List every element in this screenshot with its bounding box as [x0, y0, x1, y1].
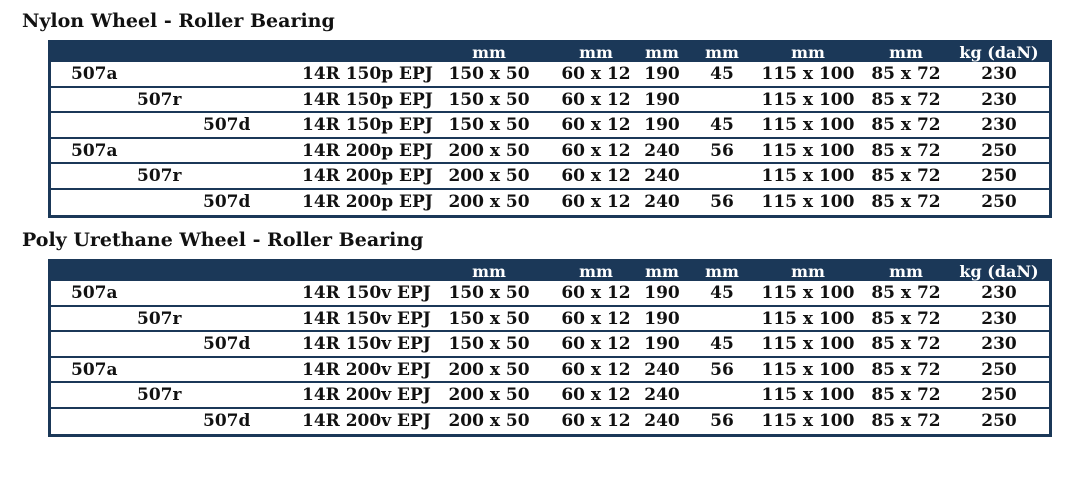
model-cell: 14R 150p EPJ — [302, 64, 433, 84]
value-cell: 190 — [644, 115, 680, 135]
value-cell: 240 — [644, 385, 680, 405]
header-cell: kg (daN) — [959, 43, 1039, 62]
value-cell: 150 x 50 — [448, 334, 530, 354]
value-cell: 200 x 50 — [448, 359, 530, 380]
value-cell: 250 — [981, 410, 1017, 431]
value-cell: 60 x 12 — [561, 308, 631, 329]
value-cell: 115 x 100 — [761, 283, 855, 303]
model-cell: 14R 150v EPJ — [302, 334, 431, 354]
header-cell: mm — [645, 262, 679, 281]
table-row — [51, 409, 1049, 435]
code-cell: 507r — [137, 166, 182, 186]
code-cell: 507d — [203, 410, 251, 431]
value-cell: 150 x 50 — [448, 64, 530, 84]
value-cell: 60 x 12 — [561, 283, 631, 303]
value-cell: 45 — [710, 64, 734, 84]
code-cell: 507r — [137, 89, 182, 110]
value-cell: 240 — [644, 410, 680, 431]
code-cell: 507a — [71, 140, 118, 161]
value-cell: 200 x 50 — [448, 166, 530, 186]
value-cell: 150 x 50 — [448, 89, 530, 110]
value-cell: 60 x 12 — [561, 140, 631, 161]
value-cell: 85 x 72 — [871, 89, 941, 110]
value-cell: 85 x 72 — [871, 64, 941, 84]
value-cell — [697, 307, 747, 331]
value-cell: 200 x 50 — [448, 140, 530, 161]
table-row — [51, 307, 1049, 333]
value-cell: 56 — [710, 359, 734, 380]
value-cell: 150 x 50 — [448, 283, 530, 303]
value-cell: 60 x 12 — [561, 191, 631, 212]
value-cell — [697, 88, 747, 112]
section-title-polyurethane: Poly Urethane Wheel - Roller Bearing — [22, 229, 424, 251]
value-cell: 115 x 100 — [761, 385, 855, 405]
value-cell: 150 x 50 — [448, 308, 530, 329]
value-cell: 85 x 72 — [871, 359, 941, 380]
value-cell: 115 x 100 — [761, 166, 855, 186]
value-cell: 115 x 100 — [761, 89, 855, 110]
value-cell: 230 — [981, 334, 1017, 354]
value-cell: 230 — [981, 64, 1017, 84]
model-cell: 14R 150v EPJ — [302, 308, 431, 329]
code-cell: 507d — [203, 191, 251, 212]
value-cell: 45 — [710, 334, 734, 354]
header-cell: mm — [889, 262, 923, 281]
value-cell: 150 x 50 — [448, 115, 530, 135]
header-cell: kg (daN) — [959, 262, 1039, 281]
header-cell: mm — [579, 262, 613, 281]
value-cell: 85 x 72 — [871, 308, 941, 329]
value-cell: 250 — [981, 359, 1017, 380]
value-cell: 60 x 12 — [561, 115, 631, 135]
value-cell: 85 x 72 — [871, 410, 941, 431]
table-row — [51, 190, 1049, 216]
value-cell: 190 — [644, 89, 680, 110]
value-cell: 85 x 72 — [871, 191, 941, 212]
model-cell: 14R 200v EPJ — [302, 385, 431, 405]
value-cell: 60 x 12 — [561, 410, 631, 431]
table-row — [51, 358, 1049, 384]
table-header — [51, 262, 1049, 281]
value-cell: 240 — [644, 140, 680, 161]
model-cell: 14R 200p EPJ — [302, 166, 433, 186]
value-cell: 85 x 72 — [871, 115, 941, 135]
model-cell: 14R 200p EPJ — [302, 140, 433, 161]
table-row — [51, 332, 1049, 358]
code-cell: 507d — [203, 334, 251, 354]
spec-table-polyurethane — [48, 259, 1052, 437]
code-cell: 507r — [137, 385, 182, 405]
value-cell: 115 x 100 — [761, 334, 855, 354]
value-cell: 200 x 50 — [448, 385, 530, 405]
value-cell: 250 — [981, 166, 1017, 186]
value-cell: 115 x 100 — [761, 410, 855, 431]
value-cell: 115 x 100 — [761, 64, 855, 84]
code-cell: 507d — [203, 115, 251, 135]
value-cell: 115 x 100 — [761, 308, 855, 329]
section-title-nylon: Nylon Wheel - Roller Bearing — [22, 10, 335, 32]
value-cell: 85 x 72 — [871, 166, 941, 186]
header-cell: mm — [791, 262, 825, 281]
value-cell: 115 x 100 — [761, 115, 855, 135]
header-cell: mm — [472, 262, 506, 281]
value-cell — [697, 164, 747, 188]
value-cell: 56 — [710, 140, 734, 161]
model-cell: 14R 200p EPJ — [302, 191, 433, 212]
value-cell: 230 — [981, 89, 1017, 110]
value-cell: 60 x 12 — [561, 89, 631, 110]
value-cell: 190 — [644, 308, 680, 329]
value-cell: 85 x 72 — [871, 385, 941, 405]
header-cell: mm — [889, 43, 923, 62]
table-header — [51, 43, 1049, 62]
value-cell: 240 — [644, 166, 680, 186]
code-cell: 507r — [137, 308, 182, 329]
table-row — [51, 164, 1049, 190]
table-row — [51, 281, 1049, 307]
header-cell: mm — [791, 43, 825, 62]
value-cell: 45 — [710, 115, 734, 135]
value-cell: 250 — [981, 140, 1017, 161]
value-cell: 250 — [981, 191, 1017, 212]
value-cell: 115 x 100 — [761, 140, 855, 161]
value-cell: 230 — [981, 283, 1017, 303]
value-cell: 60 x 12 — [561, 334, 631, 354]
header-cell: mm — [645, 43, 679, 62]
table-row — [51, 139, 1049, 165]
header-cell: mm — [579, 43, 613, 62]
value-cell — [697, 383, 747, 407]
header-cell: mm — [472, 43, 506, 62]
code-cell: 507a — [71, 359, 118, 380]
value-cell: 56 — [710, 191, 734, 212]
code-cell: 507a — [71, 283, 118, 303]
value-cell: 200 x 50 — [448, 191, 530, 212]
model-cell: 14R 150p EPJ — [302, 115, 433, 135]
value-cell: 60 x 12 — [561, 166, 631, 186]
spec-table-nylon — [48, 40, 1052, 218]
table-row — [51, 383, 1049, 409]
value-cell: 85 x 72 — [871, 283, 941, 303]
value-cell: 60 x 12 — [561, 64, 631, 84]
model-cell: 14R 200v EPJ — [302, 410, 431, 431]
table-row — [51, 88, 1049, 114]
value-cell: 115 x 100 — [761, 191, 855, 212]
value-cell: 190 — [644, 334, 680, 354]
table-row — [51, 62, 1049, 88]
value-cell: 60 x 12 — [561, 359, 631, 380]
value-cell: 190 — [644, 283, 680, 303]
model-cell: 14R 200v EPJ — [302, 359, 431, 380]
code-cell: 507a — [71, 64, 118, 84]
value-cell: 190 — [644, 64, 680, 84]
header-cell: mm — [705, 262, 739, 281]
table-row — [51, 113, 1049, 139]
header-cell: mm — [705, 43, 739, 62]
model-cell: 14R 150p EPJ — [302, 89, 433, 110]
value-cell: 230 — [981, 115, 1017, 135]
value-cell: 45 — [710, 283, 734, 303]
value-cell: 240 — [644, 359, 680, 380]
value-cell: 85 x 72 — [871, 334, 941, 354]
value-cell: 240 — [644, 191, 680, 212]
value-cell: 200 x 50 — [448, 410, 530, 431]
value-cell: 115 x 100 — [761, 359, 855, 380]
model-cell: 14R 150v EPJ — [302, 283, 431, 303]
value-cell: 250 — [981, 385, 1017, 405]
value-cell: 56 — [710, 410, 734, 431]
value-cell: 230 — [981, 308, 1017, 329]
value-cell: 85 x 72 — [871, 140, 941, 161]
value-cell: 60 x 12 — [561, 385, 631, 405]
